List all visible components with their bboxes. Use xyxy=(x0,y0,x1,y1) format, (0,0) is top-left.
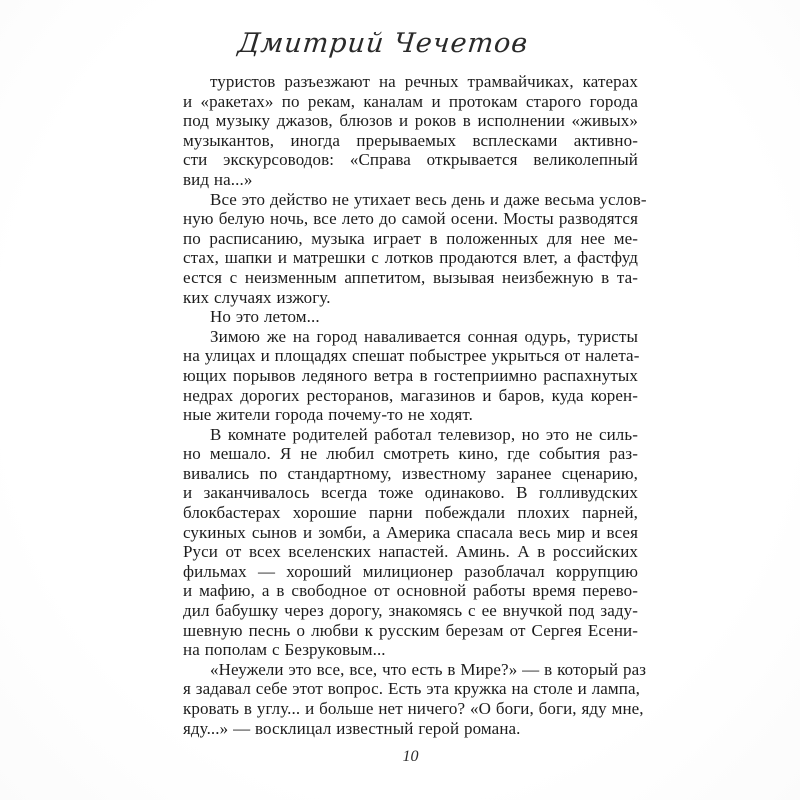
text-line: фильмах — хороший милиционер разоблачал коррупцию xyxy=(183,561,638,581)
text-line: естся с неизменным аппетитом, вызывая неизбежную в та- xyxy=(183,267,638,287)
text-line: Руси от всех вселенских напастей. Аминь. А в российских xyxy=(183,542,638,562)
paragraph xyxy=(183,327,638,425)
text-line: туристов разъезжают на речных трамвайчиках, катерах xyxy=(210,72,638,91)
text-line: и «ракетах» по рекам, каналам и протокам старого города xyxy=(183,91,638,111)
text-line: Но это летом... xyxy=(210,307,320,327)
text-line: стах, шапки и матрешки с лотков продаются влет, а фастфуд xyxy=(183,248,638,268)
page-number: 10 xyxy=(402,748,419,765)
text-line: на улицах и площадях спешат побыстрее укрыться от налета- xyxy=(183,346,640,366)
paragraph xyxy=(183,72,638,190)
text-line: ких случаях изжогу. xyxy=(183,287,331,307)
text-line: недрах дорогих ресторанов, магазинов и баров, куда корен- xyxy=(183,385,638,405)
text-line: вивались по стандартному, известному заранее сценарию, xyxy=(183,463,638,483)
text-line: я задавал себе этот вопрос. Есть эта кружка на столе и лампа, xyxy=(183,679,640,699)
text-line: В комнате родителей работал телевизор, но это не силь- xyxy=(210,424,638,444)
text-line: кровать в углу... и больше нет ничего? «О боги, боги, яду мне, xyxy=(183,699,644,718)
text-line: под музыку джазов, блюзов и роков в исполнении «живых» xyxy=(183,111,638,131)
text-line: дил бабушку через дорогу, знакомясь с ее внучкой под заду- xyxy=(183,601,638,621)
text-line: сти экскурсоводов: «Справа открывается великолепный xyxy=(183,150,638,170)
author-header: Дмитрий Чечетов xyxy=(236,28,530,59)
paragraph xyxy=(183,425,638,660)
text-line: вид на...» xyxy=(183,169,253,189)
text-line: музыкантов, иногда прерываемых всплесками активно- xyxy=(183,130,638,150)
text-line: «Неужели это все, все, что есть в Мире?» — в который раз xyxy=(210,659,647,679)
paragraph xyxy=(183,659,647,738)
text-line: сукиных сынов и зомби, а Америка спасала весь мир и всея xyxy=(183,522,638,542)
text-line: шевную песнь о любви к русским березам от Сергея Есени- xyxy=(183,620,638,640)
text-line: по расписанию, музыка играет в положенных для нее ме- xyxy=(183,228,638,248)
text-line: на пополам с Безруковым... xyxy=(183,640,386,660)
text-line: яду...» — восклицал известный герой романа. xyxy=(183,718,521,738)
paragraph xyxy=(183,307,638,327)
page-body xyxy=(183,72,647,738)
text-line: ные жители города почему-то не ходят. xyxy=(183,405,473,425)
text-line: но мешало. Я не любил смотреть кино, где события раз- xyxy=(183,444,638,464)
text-line: и заканчивалось всегда тоже одинаково. В голливудских xyxy=(183,483,638,503)
text-line: ющих порывов ледяного ветра в гостеприимно распахнутых xyxy=(183,365,638,385)
text-line: ную белую ночь, все лето до самой осени. Мосты разводятся xyxy=(183,209,638,229)
text-line: и мафию, а в свободное от основной работы время перево- xyxy=(183,581,638,601)
text-line: Зимою же на город наваливается сонная одурь, туристы xyxy=(210,326,638,346)
text-line: блокбастерах хорошие парни побеждали плохих парней, xyxy=(183,503,638,523)
paragraph xyxy=(183,189,647,308)
text-line: Все это действо не утихает весь день и даже весьма услов- xyxy=(210,189,647,209)
